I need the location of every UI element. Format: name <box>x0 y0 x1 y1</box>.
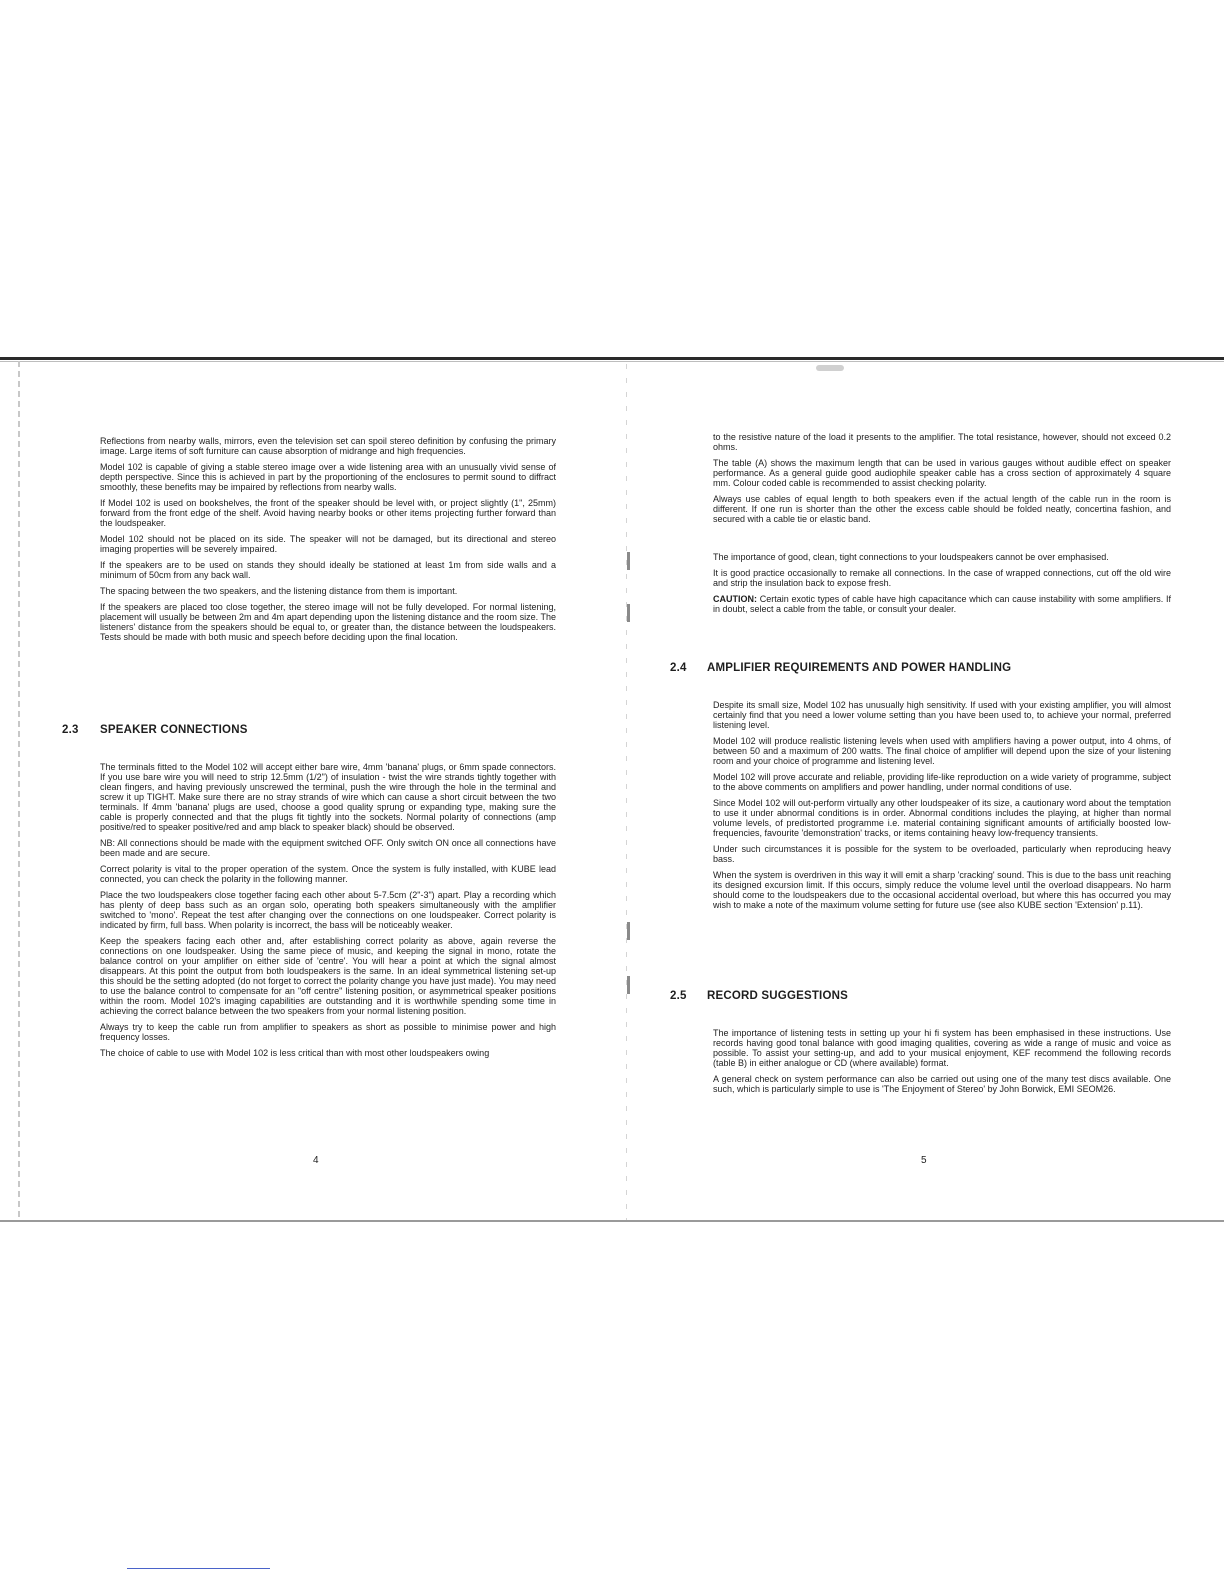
paragraph: If Model 102 is used on bookshelves, the front of the speaker should be level with, or project slightly (1", 25mm) forward from the front edge of the shelf. Avoid having nearby books or other items projecting further forward than the loudspeaker. <box>100 498 556 528</box>
paragraph: If the speakers are placed too close together, the stereo image will not be fully developed. For normal listening, placement will usually be between 2m and 4m apart depending upon the listening distance and the room size. The listeners' distance from the speakers should be equal to, or greater than, the distance between the loudspeakers. Tests should be made with both music and speech before deciding upon the final location. <box>100 602 556 642</box>
section-title: AMPLIFIER REQUIREMENTS AND POWER HANDLING <box>707 662 1012 674</box>
paragraph: Under such circumstances it is possible for the system to be overloaded, particularly when reproducing heavy bass. <box>713 844 1171 864</box>
paragraph: The importance of good, clean, tight connections to your loudspeakers cannot be over emphasised. <box>713 552 1109 562</box>
section-number: 2.4 <box>670 662 687 674</box>
page-number: 4 <box>313 1155 319 1166</box>
gutter-mark <box>627 604 630 622</box>
section-title: SPEAKER CONNECTIONS <box>100 724 248 736</box>
gutter-mark <box>627 922 630 940</box>
paragraph: The table (A) shows the maximum length that can be used in various gauges without audible effect on speaker performance. As a general guide good audiophile speaker cable has a cross section of approximately 4 square mm. Colour coded cable is recommended to assist checking polarity. <box>713 458 1171 488</box>
cable-text <box>713 432 1171 530</box>
paragraph: Despite its small size, Model 102 has unusually high sensitivity. If used with your existing amplifier, you will almost certainly find that you need a lower volume setting than you have been used to, to achieve your normal, preferred listening level. <box>713 700 1171 730</box>
paragraph: If the speakers are to be used on stands they should ideally be stationed at least 1m from side walls and a minimum of 50cm from any back wall. <box>100 560 556 580</box>
paragraph: Model 102 will produce realistic listening levels when used with amplifiers having a power output, into 4 ohms, of between 50 and a maximum of 200 watts. The final choice of amplifier will depend upon the size of your listening room and your choice of programme and listening level. <box>713 736 1171 766</box>
section-number: 2.5 <box>670 990 687 1002</box>
paragraph: A general check on system performance can also be carried out using one of the many test discs available. One such, which is particularly simple to use is 'The Enjoyment of Stereo' by John Borwick, EMI SEOM26. <box>713 1074 1171 1094</box>
section-number: 2.3 <box>62 724 79 736</box>
paragraph: It is good practice occasionally to remake all connections. In the case of wrapped connections, cut off the old wire and strip the insulation back to expose fresh. <box>713 568 1171 588</box>
paragraph: Model 102 will prove accurate and reliable, providing life-like reproduction on a wide variety of programme, subject to the above comments on amplifiers and power handling, under normal conditions of use. <box>713 772 1171 792</box>
scan-edge-bottom <box>0 1220 1224 1222</box>
paragraph: to the resistive nature of the load it presents to the amplifier. The total resistance, however, should not exceed 0.2 ohms. <box>713 432 1171 452</box>
paragraph: Always use cables of equal length to both speakers even if the actual length of the cable run in the room is different. If one run is shorter than the other the excess cable should be folded neatly, concertina fashion, and secured with a cable tie or elastic band. <box>713 494 1171 524</box>
paragraph: Model 102 should not be placed on its side. The speaker will not be damaged, but its directional and stereo imaging properties will be severely impaired. <box>100 534 556 554</box>
paragraph: When the system is overdriven in this way it will emit a sharp 'cracking' sound. This is due to the bass unit reaching its designed excursion limit. If this occurs, simply reduce the volume level until the overload disappears. No harm should come to the loudspeakers due to the occasional accidental overload, but where this has occurred you may wish to make a note of the maximum volume setting for future use (see also KUBE section 'Extension' p.11). <box>713 870 1171 910</box>
caution-label: CAUTION: <box>713 594 757 604</box>
paragraph: The terminals fitted to the Model 102 will accept either bare wire, 4mm 'banana' plugs, or 6mm spade connectors. If you use bare wire you will need to strip 12.5mm (1/2") of insulation - twist the wire strands tightly together with clean fingers, and having previously unscrewed the terminal, push the wire through the hole in the terminal and screw it up TIGHT. Make sure there are no stray strands of wire which can cause a short circuit between the two terminals. If 4mm 'banana' plugs are used, choose a good quality sprung or expanding type, making sure the cable is properly connected and that the plugs fit tightly into the sockets. Normal polarity of connections (amp positive/red to speaker positive/red and amp black to speaker black) should be observed. <box>100 762 556 832</box>
scan-edge-top <box>0 357 1224 360</box>
paragraph: Reflections from nearby walls, mirrors, even the television set can spoil stereo definition by confusing the primary image. Large items of soft furniture can cause absorption of midrange and high frequencies. <box>100 436 556 456</box>
scan-edge-top-shadow <box>0 361 1224 362</box>
paragraph: Model 102 is capable of giving a stable stereo image over a wide listening area with an unusually vivid sense of depth perspective. Since this is achieved in part by the proportioning of the enclosures to permit sound to diffract smoothly, these benefits may be impaired by reflections from nearby walls. <box>100 462 556 492</box>
scan-edge-left <box>18 361 20 1221</box>
paragraph: The spacing between the two speakers, and the listening distance from them is important. <box>100 586 458 596</box>
paragraph: Place the two loudspeakers close together facing each other about 5-7.5cm (2"-3") apart. Play a recording which has plenty of deep bass such as an organ solo, operating both speakers simultaneously with the amplifier switched to 'mono'. Repeat the test after changing over the connections on one loudspeaker. Correct polarity is indicated by firm, full bass. When polarity is incorrect, the bass will be noticeably weaker. <box>100 890 556 930</box>
page-gutter <box>626 364 627 1220</box>
paragraph: The importance of listening tests in setting up your hi fi system has been emphasised in these instructions. Use records having good tonal balance with good imaging qualities, covering as wide a range of music and voice as possible. To assist your setting-up, and add to your musical enjoyment, KEF recommend the following records (table B) in either analogue or CD (where available) format. <box>713 1028 1171 1068</box>
paragraph: Always try to keep the cable run from amplifier to speakers as short as possible to minimise power and high frequency losses. <box>100 1022 556 1042</box>
footer-rule <box>127 1568 270 1569</box>
page-number: 5 <box>921 1155 927 1166</box>
caution-text: Certain exotic types of cable have high capacitance which can cause instability with some amplifiers. If in doubt, select a cable from the table, or consult your dealer. <box>713 594 1171 614</box>
gutter-mark <box>627 552 630 570</box>
amplifier-text <box>713 700 1171 916</box>
speaker-connections-text <box>100 762 556 1064</box>
connections-text <box>713 552 1171 620</box>
paragraph: NB: All connections should be made with the equipment switched OFF. Only switch ON once all connections have been made and are secure. <box>100 838 556 858</box>
record-suggestions-text <box>713 1028 1171 1100</box>
gutter-mark <box>627 976 630 994</box>
paragraph: Since Model 102 will out-perform virtually any other loudspeaker of its size, a cautionary word about the temptation to use it under abnormal conditions is in order. Abnormal conditions includes the playing, at higher than normal volume levels, of predistorted programme i.e. material containing significant amounts of artificially boosted low-frequencies, favourite 'demonstration' tracks, or items containing heavy low-frequency transients. <box>713 798 1171 838</box>
scan-smudge <box>816 365 844 371</box>
paragraph: Correct polarity is vital to the proper operation of the system. Once the system is fully installed, with KUBE lead connected, you can check the polarity in the following manner. <box>100 864 556 884</box>
paragraph: The choice of cable to use with Model 102 is less critical than with most other loudspeakers owing <box>100 1048 490 1058</box>
left-intro-text <box>100 436 556 648</box>
section-title: RECORD SUGGESTIONS <box>707 990 848 1002</box>
paragraph: Keep the speakers facing each other and, after establishing correct polarity as above, again reverse the connections on one loudspeaker. Using the same piece of music, and keeping the signal in mono, rotate the balance control on your amplifier on either side of 'centre'. You will hear a point at which the signal almost disappears. At this point the output from both loudspeakers is the same. In an ideal symmetrical listening set-up this should be the setting adopted (do not forget to correct the polarity change you have just made). You may need to use the balance control to compensate for an "off centre" listening position, or asymmetrical speaker positions within the room. Model 102's imaging capabilities are outstanding and it is worthwhile spending some time in achieving the correct balance between the two speakers from your normal listening position. <box>100 936 556 1016</box>
caution-paragraph <box>713 594 1171 614</box>
